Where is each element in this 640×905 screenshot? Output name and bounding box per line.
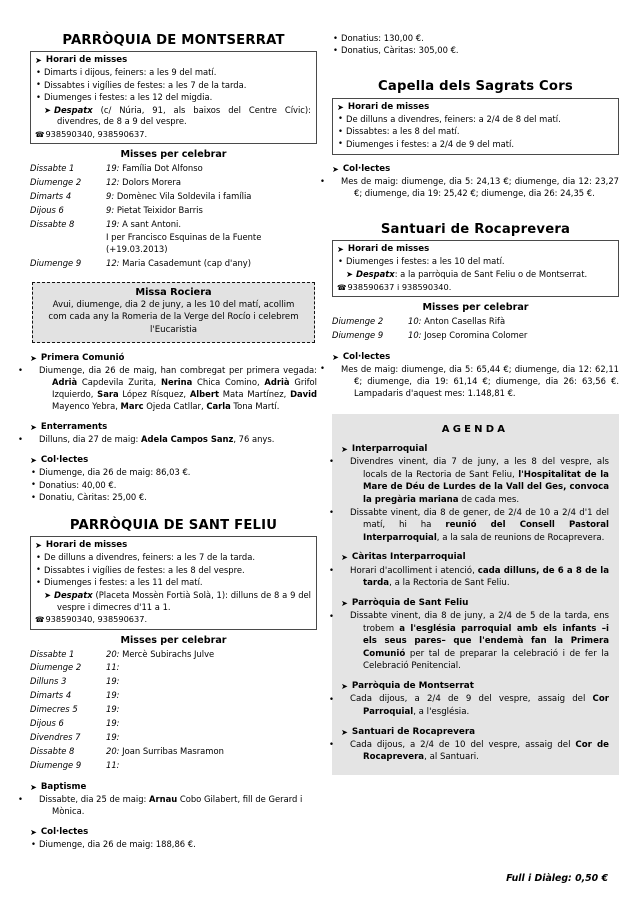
mass-hour: 11:	[106, 760, 120, 771]
arrow-icon: ➤	[341, 597, 348, 608]
agenda-heading-label: Interparroquial	[351, 443, 428, 454]
agenda-text: Cada dijous, a 2/4 de 10 del vespre, assaig del	[350, 739, 576, 750]
donation-item: • Donatius, Càritas: 305,00 €.	[332, 45, 619, 57]
arrow-icon: ➤	[337, 244, 344, 255]
agenda-emphasis: cada dilluns, de 6 a 8 de la tarda	[363, 565, 609, 589]
agenda-group-heading	[341, 552, 609, 563]
section-parroquia-sant-feliu	[30, 518, 317, 851]
communicant-first-name: Albert	[189, 389, 219, 400]
baptism-group	[30, 782, 317, 818]
table-row: Diumenge 2 12: Dolors Morera	[30, 177, 181, 188]
capella-schedule-box	[332, 98, 619, 155]
schedule-item: • Diumenges i festes: a les 11 del matí.	[35, 577, 311, 589]
masses-title: Misses per celebrar	[120, 149, 227, 161]
table-row	[30, 717, 317, 731]
arrow-icon: ➤	[35, 55, 42, 66]
mass-intention: Mercè Subirachs Julve	[119, 648, 215, 659]
arrow-icon: ➤	[30, 455, 37, 466]
arrow-icon: ➤	[35, 540, 42, 551]
communicant-first-name: Nerina	[160, 377, 193, 388]
first-communion-heading: ➤ Primera Comunió	[30, 353, 125, 364]
agenda-text: Dissabte vinent, dia 8 de juny, a 2/4 de 5 de la tarda, ens trobem	[350, 611, 609, 634]
agenda-item	[341, 507, 609, 545]
agenda-emphasis: l'Hospitalitat de la Mare de Déu de Lurdes de la Vall del Ges, convoca la pregària mariana	[363, 469, 609, 505]
agenda-emphasis: a l'església parroquial amb els infants –i els seus pares– que l'endemà fan la Primera Comunió	[363, 623, 609, 659]
burials-group	[30, 422, 317, 446]
mass-hour: 20:	[106, 648, 120, 659]
table-row: Dissabte 1 19: Família Dot Alfonso	[30, 163, 203, 174]
mass-detail	[106, 648, 317, 662]
collections-heading: ➤ Col·lectes	[30, 455, 89, 466]
left-column	[30, 33, 317, 852]
communicant-first-name: Marc	[120, 401, 144, 412]
arrow-icon: ➤	[30, 353, 37, 364]
agenda-group-heading	[341, 727, 609, 738]
communicant-first-name: David	[290, 389, 317, 400]
collection-item: • Donatiu, Càritas: 25,00 €.	[30, 492, 317, 504]
agenda-text: , a l'església.	[413, 706, 470, 717]
phone-numbers: ☎938590340, 938590637.	[35, 614, 148, 625]
first-communion-item	[30, 365, 317, 413]
schedule-item: • Diumenges i festes: a les 10 del matí.	[337, 256, 613, 268]
arrow-icon: ➤	[44, 104, 52, 115]
table-row	[30, 689, 317, 703]
mass-day: Dijous 6	[30, 718, 64, 729]
agenda-group	[341, 552, 609, 590]
first-communion-group	[30, 353, 317, 413]
mass-detail	[106, 731, 317, 745]
table-row	[30, 745, 317, 759]
agenda-group	[341, 598, 609, 673]
mass-hour: 19:	[106, 718, 120, 729]
office-hours	[35, 105, 311, 129]
agenda-item	[341, 456, 609, 506]
table-row	[30, 648, 317, 662]
schedule-item: • Dissabtes: a les 8 del matí.	[337, 126, 613, 138]
agenda-group-heading	[341, 681, 609, 692]
sant-feliu-donations-continued	[332, 33, 619, 57]
phone-numbers: ☎938590637 i 938590340.	[337, 281, 452, 292]
arrow-icon: ➤	[341, 552, 348, 563]
arrow-icon: ➤	[332, 163, 339, 174]
page-title-rocaprevera: Santuari de Rocaprevera	[380, 221, 571, 237]
agenda-item	[341, 739, 609, 764]
agenda-panel	[332, 414, 619, 775]
communicant-first-name: Adrià	[264, 377, 290, 388]
agenda-heading-label: Santuari de Rocaprevera	[351, 726, 476, 737]
arrow-icon: ➤	[341, 680, 348, 691]
table-row	[30, 675, 317, 689]
masses-title: Misses per celebrar	[422, 301, 529, 313]
baptism-item: • Dissabte, dia 25 de maig: Arnau Cobo Gilabert, fill de Gerard i Mònica.	[30, 794, 317, 818]
mass-detail	[106, 703, 317, 717]
collections-group-sant-feliu	[30, 827, 317, 851]
agenda-item	[341, 565, 609, 590]
collections-group-rocaprevera	[332, 352, 619, 400]
phone-numbers: ☎938590340, 938590637.	[35, 129, 148, 140]
mass-intention: Joan Surribas Masramon	[119, 746, 224, 757]
agenda-title: AGENDA	[441, 423, 509, 435]
agenda-text: Horari d'acolliment i atenció,	[350, 565, 478, 576]
agenda-group	[341, 444, 609, 545]
mass-detail	[106, 661, 317, 675]
table-row: Diumenge 2 10: Anton Casellas Rifà	[332, 315, 506, 326]
mass-day: Diumenge 9	[30, 760, 82, 771]
agenda-emphasis: reunió del Consell Pastoral Interparroquial	[363, 520, 609, 543]
donation-item: • Donatius: 130,00 €.	[332, 33, 619, 45]
masses-table-sant-feliu	[30, 648, 317, 773]
burial-item: • Dilluns, dia 27 de maig: Adela Campos Sanz, 76 anys.	[30, 434, 317, 446]
agenda-heading-label: Càritas Interparroquial	[351, 552, 466, 563]
mass-day: Dissabte 8	[30, 746, 75, 757]
collections-heading: ➤ Col·lectes	[332, 163, 391, 174]
table-row	[30, 703, 317, 717]
table-row: Dimarts 4 9: Domènec Vila Soldevila i família	[30, 191, 252, 202]
office-label: Despatx	[356, 268, 395, 279]
agenda-groups	[341, 444, 609, 764]
section-santuari-rocaprevera	[332, 222, 619, 400]
arrow-icon: ➤	[341, 726, 348, 737]
first-communion-text: Diumenge, dia 26 de maig, han combregat per primera vegada: Adrià Capdevila Zurita, Nerina Chica Comino, Adrià Grifol Izquierdo, Sara López Rísquez, Albert Mata Martínez, David Mayenco Yebra, Marc Ojeda Catllar, Carla Tona Martí.	[39, 365, 317, 412]
mass-hour: 19:	[106, 704, 120, 715]
mass-detail	[106, 717, 317, 731]
phone-icon: ☎	[35, 130, 45, 140]
collection-item: • Diumenge, dia 26 de maig: 188,86 €.	[30, 839, 317, 851]
arrow-icon: ➤	[346, 268, 354, 279]
agenda-text: , a la sala de reunions de Rocaprevera.	[436, 532, 605, 543]
collection-item: • Donatius: 40,00 €.	[30, 480, 317, 492]
agenda-emphasis: Cor de Rocaprevera	[363, 739, 610, 763]
right-column	[332, 33, 619, 775]
collection-item: • Mes de maig: diumenge, dia 5: 65,44 €; diumenge, dia 12: 62,11 €; diumenge, dia 19: 61,14 €; diumenge, dia 26: 63,56 €. Lampadaris d'aquest mes: 1.148,81 €.	[332, 364, 619, 400]
mass-day: Diumenge 2	[30, 662, 82, 673]
agenda-heading-label: Parròquia de Montserrat	[351, 680, 474, 691]
collections-heading: ➤ Col·lectes	[30, 826, 89, 837]
missa-rociera-box	[32, 282, 315, 343]
mass-hour: 11:	[106, 662, 120, 673]
collection-item: • Diumenge, dia 26 de maig: 86,03 €.	[30, 467, 317, 479]
communicant-first-name: Adrià	[52, 377, 78, 388]
phone-icon: ☎	[337, 282, 347, 292]
arrow-icon: ➤	[30, 422, 37, 433]
office-hours	[337, 269, 613, 281]
schedule-item: • Diumenges i festes: a 2/4 de 9 del matí.	[337, 139, 613, 151]
mass-detail	[106, 745, 317, 759]
mass-day: Dilluns 3	[30, 676, 67, 687]
communicant-first-name: Carla	[206, 401, 231, 412]
mass-day: Divendres 7	[30, 732, 81, 743]
arrow-icon: ➤	[341, 443, 348, 454]
arrow-icon: ➤	[44, 589, 52, 600]
masses-title: Misses per celebrar	[120, 634, 227, 646]
footer-price: Full i Diàleg: 0,50 €	[506, 873, 608, 884]
mass-hour: 19:	[106, 690, 120, 701]
office-hours	[35, 590, 311, 614]
collections-group-capella	[332, 164, 619, 200]
masses-table-rocaprevera	[332, 315, 619, 343]
agenda-text: de cada mes.	[458, 494, 520, 505]
masses-table-montserrat	[30, 162, 317, 271]
communicant-first-name: Sara	[97, 389, 119, 400]
collections-heading: ➤ Col·lectes	[332, 351, 391, 362]
schedule-item: • Dissabtes i vigílies de festes: a les 8 del vespre.	[35, 565, 311, 577]
mass-hour: 20:	[106, 746, 120, 757]
agenda-heading-label: Parròquia de Sant Feliu	[351, 597, 469, 608]
table-row	[30, 731, 317, 745]
table-row: Diumenge 9 10: Josep Coromina Colomer	[332, 329, 528, 340]
mass-day: Dimecres 5	[30, 704, 78, 715]
baptism-name: Arnau	[149, 794, 178, 805]
office-label: Despatx	[54, 104, 93, 115]
agenda-text: Cada dijous, a 2/4 de 9 del vespre, assaig del	[350, 694, 593, 705]
collection-item: • Mes de maig: diumenge, dia 5: 24,13 €; diumenge, dia 12: 23,27 €; diumenge, dia 19: 25,42 €; diumenge, dia 26: 24,35 €.	[332, 176, 619, 200]
schedule-item: • De dilluns a divendres, feiners: a 2/4 de 8 del matí.	[337, 114, 613, 126]
collections-group-montserrat	[30, 455, 317, 504]
agenda-item	[341, 693, 609, 718]
burials-heading: ➤ Enterraments	[30, 422, 108, 433]
agenda-text: Divendres vinent, dia 7 de juny, a les 8 del vespre, als locals de la Rectoria de Sant Feliu,	[350, 456, 609, 480]
office-text: (c/ Núria, 91, als baixos del Centre Cívic): divendres, de 8 a 9 del vespre.	[57, 104, 311, 127]
burial-name: Adela Campos Sanz	[141, 434, 234, 445]
rocaprevera-schedule-box	[332, 240, 619, 297]
schedule-heading: ➤ Horari de misses	[35, 540, 128, 551]
phone-icon: ☎	[35, 615, 45, 625]
table-row: Dijous 6 9: Pietat Teixidor Barris	[30, 205, 203, 216]
agenda-item	[341, 610, 609, 673]
office-text: : a la parròquia de Sant Feliu o de Montserrat.	[394, 268, 588, 279]
arrow-icon: ➤	[337, 101, 344, 112]
montserrat-schedule-box	[30, 51, 317, 144]
table-row	[30, 759, 317, 773]
section-capella-sagrats-cors	[332, 79, 619, 200]
agenda-group-heading	[341, 444, 609, 455]
schedule-item: • Dimarts i dijous, feiners: a les 9 del matí.	[35, 67, 311, 79]
schedule-item: • De dilluns a divendres, feiners: a les 7 de la tarda.	[35, 552, 311, 564]
arrow-icon: ➤	[332, 351, 339, 362]
missa-rociera-body: Avui, diumenge, dia 2 de juny, a les 10 del matí, acollim com cada any la Romeria de la Verge del Rocío i celebrem l'Eucaristia	[48, 299, 299, 335]
agenda-text: per tal de preparar la celebració i de fer la Celebració Penitencial.	[363, 648, 609, 672]
agenda-group	[341, 681, 609, 719]
section-parroquia-montserrat	[30, 33, 317, 504]
mass-detail	[106, 675, 317, 689]
missa-rociera-title: Missa Rociera	[135, 286, 212, 298]
table-row: Dissabte 8 19: A sant Antoni. I per Francisco Esquinas de la Fuente (+19.03.2013)	[30, 219, 262, 255]
mass-detail	[106, 759, 317, 773]
agenda-text: , a la Rectoria de Sant Feliu.	[389, 578, 510, 589]
arrow-icon: ➤	[30, 826, 37, 837]
schedule-item: • Dissabtes i vigílies de festes: a les 7 de la tarda.	[35, 80, 311, 92]
mass-hour: 19:	[106, 732, 120, 743]
mass-day: Dissabte 1	[30, 648, 75, 659]
schedule-heading: ➤ Horari de misses	[337, 244, 430, 255]
arrow-icon: ➤	[30, 781, 37, 792]
agenda-emphasis: Cor Parroquial	[363, 694, 609, 717]
schedule-heading: ➤ Horari de misses	[35, 55, 128, 66]
page-title-montserrat: PARRÒQUIA DE MONTSERRAT	[62, 33, 285, 48]
schedule-item: • Diumenges i festes: a les 12 del migdia.	[35, 92, 311, 104]
agenda-text: Dissabte vinent, dia 8 de gener, de 2/4 de 10 a 2/4 d'1 del matí, hi ha	[350, 507, 609, 531]
office-label: Despatx	[54, 589, 93, 600]
page-title-capella: Capella dels Sagrats Cors	[378, 79, 573, 95]
agenda-group	[341, 727, 609, 765]
office-text: (Placeta Mossèn Fortià Solà, 1): dilluns de 8 a 9 del vespre i dimecres d'11 a 1.	[57, 589, 311, 612]
agenda-text: , al Santuari.	[424, 752, 479, 763]
schedule-heading: ➤ Horari de misses	[337, 101, 430, 112]
agenda-group-heading	[341, 598, 609, 609]
mass-detail	[106, 689, 317, 703]
sant-feliu-schedule-box	[30, 536, 317, 629]
baptism-heading: ➤ Baptisme	[30, 781, 87, 792]
mass-hour: 19:	[106, 676, 120, 687]
table-row	[30, 661, 317, 675]
mass-day: Dimarts 4	[30, 690, 72, 701]
page-title-sant-feliu: PARRÒQUIA DE SANT FELIU	[69, 518, 278, 534]
table-row: Diumenge 9 12: Maria Casademunt (cap d'any)	[30, 257, 252, 268]
